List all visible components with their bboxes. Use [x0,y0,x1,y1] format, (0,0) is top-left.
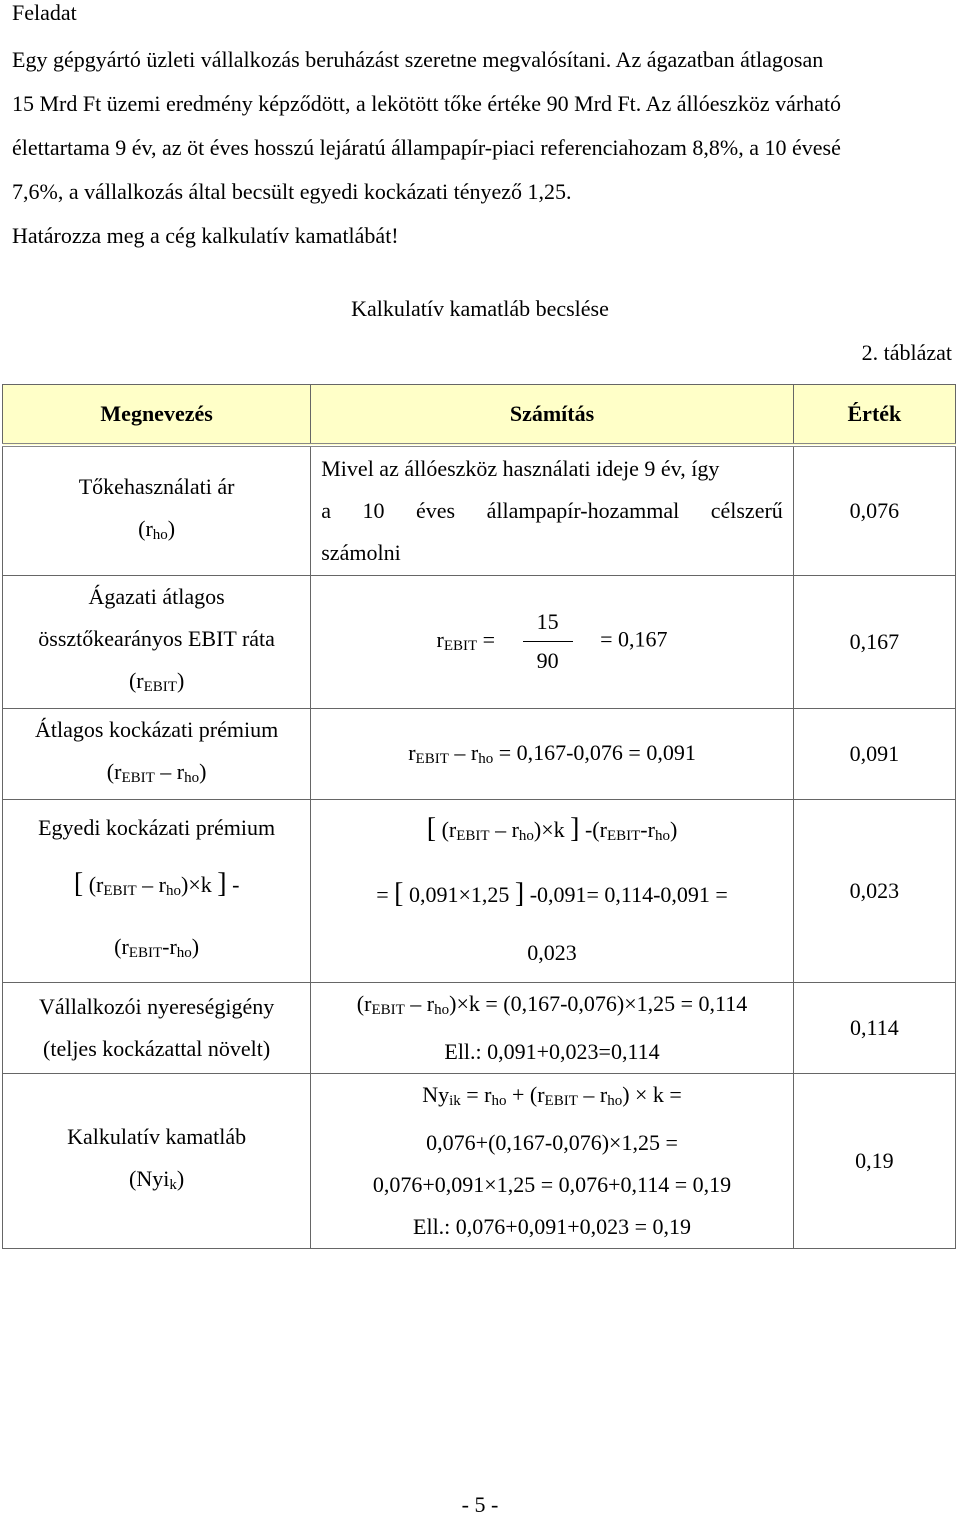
row-symbol: $(r_{EBIT}-r_{ho})$ [114,934,200,961]
row-calc-cell [311,445,794,575]
table-title: Kalkulatív kamatláb becslése [351,296,609,321]
intro-line: 7,6%, a vállalkozás által becsült egyedi kockázati tényező 1,25. [12,179,572,204]
row-value: 0,023 [793,799,955,982]
row-name-cell [3,445,311,575]
row-name: Egyedi kockázati prémium [38,815,276,840]
row-calc-cell [311,982,794,1073]
calc-part: -0,091= 0,114-0,091 = [529,881,728,907]
row-value: 0,167 [793,575,955,708]
row-name: össztőkearányos EBIT ráta [38,625,275,651]
row-symbol: $(r_{EBIT} - r_{ho})$ [106,758,207,786]
row-name: (teljes kockázattal növelt) [43,1035,271,1061]
row-value: 0,114 [793,982,955,1073]
row-symbol: $(r_{ho})$ [138,515,176,543]
calc-line: = [ 0,091×1,25 ] -0,091= 0,114-0,091 = [376,877,728,909]
row-value: 0,091 [793,708,955,799]
row-name-cell [3,708,311,799]
fraction-denominator: 90 [536,648,559,673]
table-row [3,445,956,575]
calc-line: 0,023 [527,939,577,965]
formula-lhs: $r_{EBIT} - r_{ho}$ [408,739,494,767]
formula-lhs: $r_{EBIT}$ = [436,626,496,654]
calc-line: $Ny_{ik} = r_{ho} + (r_{EBIT} - r_{ho}) \times k$ = [422,1081,682,1109]
fraction-numerator: 15 [523,603,573,642]
row-name: Kalkulatív kamatláb [67,1123,247,1149]
intro-line: 15 Mrd Ft üzemi eredmény képződött, a lekötött tőke értéke 90 Mrd Ft. Az állóeszköz várható [12,91,842,116]
row-name: Ágazati átlagos [88,583,225,609]
formula-rhs: = 0,167-0,076 = 0,091 [498,739,696,765]
problem-statement [12,38,952,258]
table-row [3,982,956,1073]
row-name-cell [3,575,311,708]
column-header-calc: Számítás [311,385,794,446]
row-name: Vállalkozói nyereségigény [39,993,275,1019]
row-name-cell [3,982,311,1073]
intro-line: élettartama 9 év, az öt éves hosszú lejáratú állampapír-piaci referenciahozam 8,8%, a 10 évesé [12,135,841,160]
table-row [3,1073,956,1248]
table-reference: 2. táblázat [861,340,952,365]
row-calc-cell [311,1073,794,1248]
row-symbol: (Nyi$_k$) [129,1165,185,1193]
row-calc-cell [311,708,794,799]
column-header-name: Megnevezés [3,385,311,446]
calc-line: $(r_{EBIT} - r_{ho})\times k = (0,167-0,076)\times 1,25 = 0,114$ [356,990,748,1018]
calc-line: [ $(r_{EBIT} - r_{ho})\times k$ ] $-(r_{EBIT}-r_{ho})$ [426,812,678,844]
intro-line: Egy gépgyártó üzleti vállalkozás beruházást szeretne megvalósítani. Az ágazatban átlagosan [12,47,824,72]
row-calc-cell [311,575,794,708]
row-name-cell [3,799,311,982]
table-row [3,799,956,982]
calc-line: 0,076+0,091×1,25 = 0,076+0,114 = 0,19 [372,1171,732,1197]
table-row [3,575,956,708]
row-symbol: $(r_{EBIT})$ [128,667,185,695]
fraction [523,603,573,680]
table-header-row [3,385,956,446]
column-header-value: Érték [793,385,955,446]
table-row [3,708,956,799]
page-number: - 5 - [461,1492,499,1517]
calc-line: Mivel az állóeszköz használati ideje 9 év, így [321,455,720,481]
row-name-cell [3,1073,311,1248]
calc-line: 0,076+(0,167-0,076)×1,25 = [426,1129,678,1155]
row-name: Átlagos kockázati prémium [35,716,279,742]
intro-line: Határozza meg a cég kalkulatív kamatlábát! [12,223,399,248]
row-formula: [ $(r_{EBIT} - r_{ho})\times k$ ] - [73,868,240,899]
calc-part: 0,091×1,25 [408,881,510,907]
calc-line: számolni [321,539,401,565]
calc-part: ×k = (0,167-0,076)×1,25 = 0,114 [456,990,748,1016]
section-heading: Feladat [12,0,77,25]
calc-line: Ell.: 0,091+0,023=0,114 [444,1038,660,1064]
calc-line: a 10 éves állampapír-hozammal célszerű [321,497,783,523]
row-value: 0,076 [793,445,955,575]
row-name: Tőkehasználati ár [78,473,235,499]
row-calc-cell [311,799,794,982]
calc-line: Ell.: 0,076+0,091+0,023 = 0,19 [413,1213,692,1239]
calculation-table [2,384,956,1249]
row-value: 0,19 [793,1073,955,1248]
formula-result: = 0,167 [600,626,668,652]
